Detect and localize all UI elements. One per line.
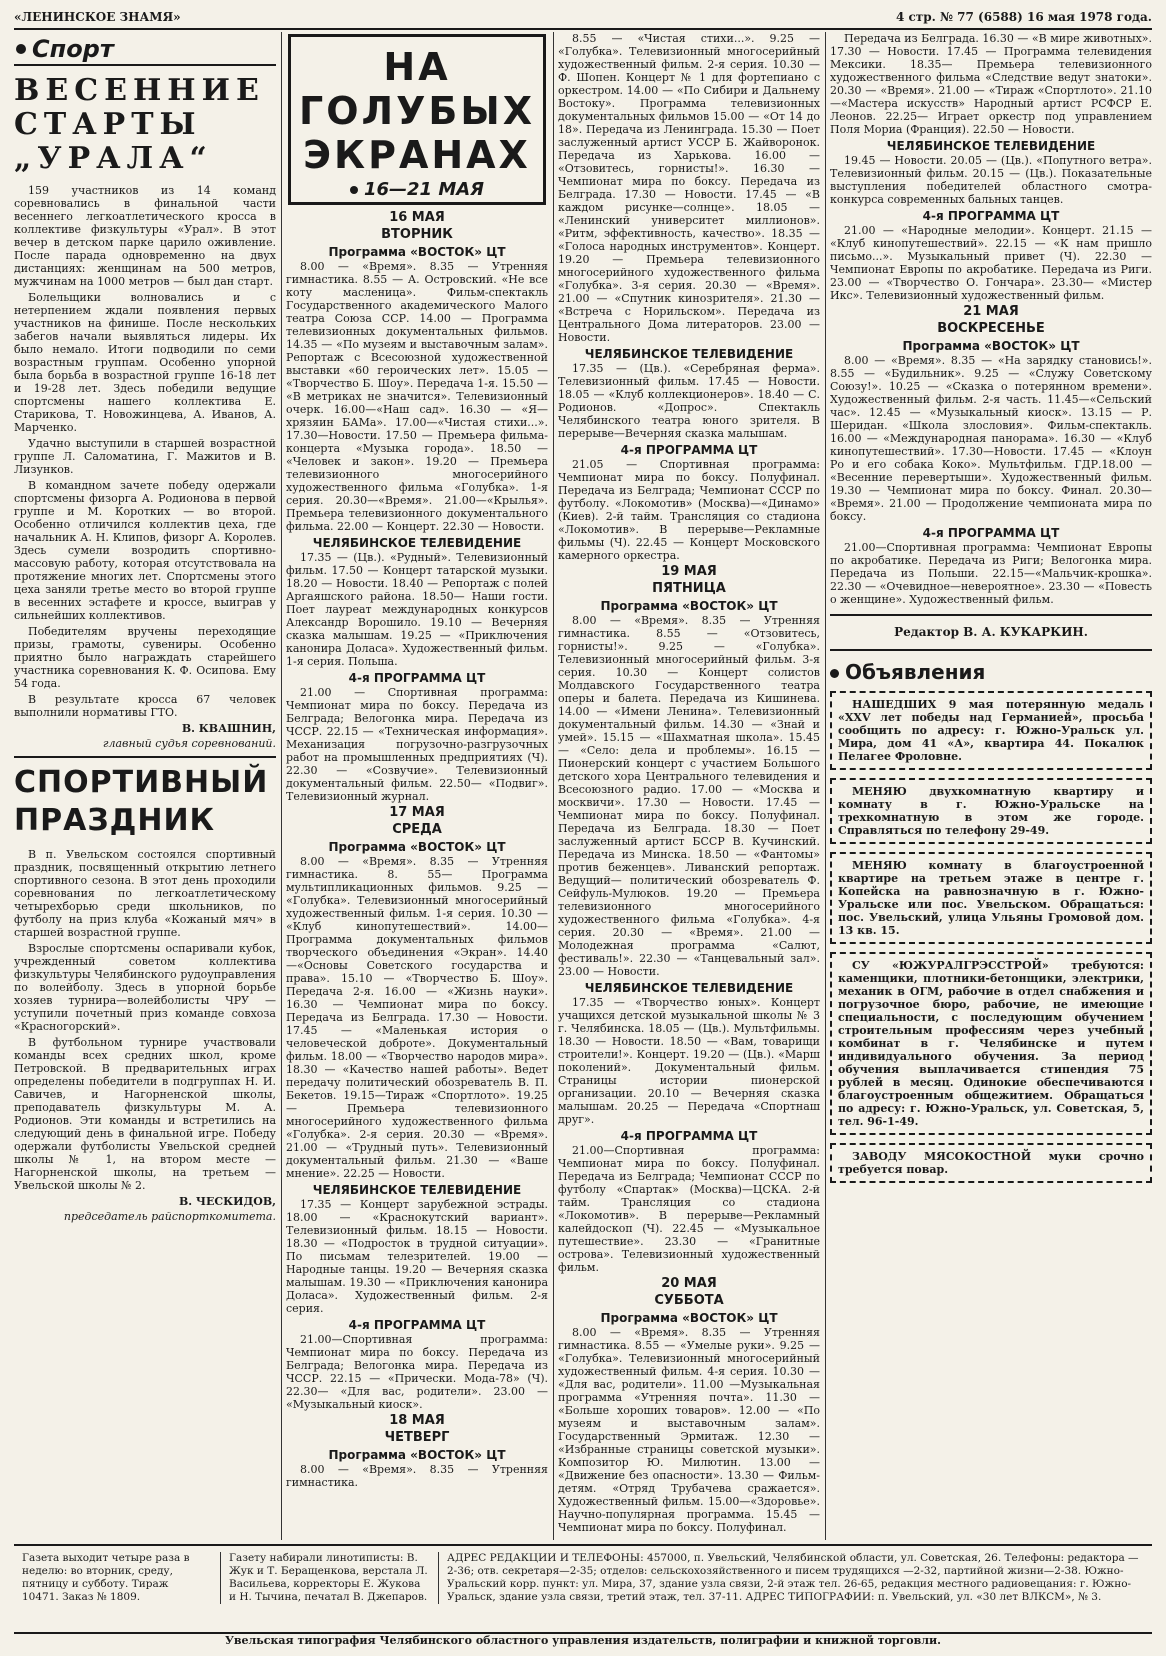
- tv-column-2: [558, 32, 820, 1540]
- column-rule: [553, 32, 554, 1540]
- banner-dates-label: 16—21 МАЯ: [363, 179, 485, 200]
- article1-title: ВЕСЕННИЕ СТАРТЫ „УРАЛА“: [14, 73, 265, 176]
- programme-listing: 8.00 — «Время». 8.35 — Утренняя гимнастика. 8.55 — «Отзовитесь, горнисты!». 9.25 — «Голубка». Телевизионный многосерийный фильм. 3-я серия. 10.30 — Концерт солистов Молдавского Государственного театра оперы и балета. Передача из Кишинева. 14.00 — «Имени Ленина». Телевизионный документальный фильм. 14.30 — «Знай и умей». 15.15 — «Шахматная школа». 15.45 — «Село: дела и проблемы». 16.15 — Пионерский концерт с участием Большого детского хора Центрального телевидения и Всесоюзного радио. 17.00 — «Москва и москвичи». 17.30 — Новости. 17.45 — Чемпионат мира по боксу. Полуфинал. Передача из Белграда. 18.30 — Поет заслуженный артист БССР В. Кучинский. Передача из Минска. 18.50 — «Фантомы» против беженцев». Ливанский репортаж. Ведущий— политический обозреватель Ф. Сейфуль-Мулюков. 19.20 — Премьера телевизионного многосерийного художественного фильма «Голубка». 4-я серия. 20.30 — «Время». 21.00 — Молодежная программа «Салют, фестиваль!». 22.30 — «Танцевальный зал». 23.00 — Новости.: [558, 614, 820, 978]
- channel-heading: ЧЕЛЯБИНСКОЕ ТЕЛЕВИДЕНИЕ: [584, 981, 794, 995]
- programme-listing: 17.35 — «Творчество юных». Концерт учащихся детской музыкальной школы № 3 г. Челябинска. 18.05 — (Цв.). Мультфильмы. 18.30 — Новости. 18.50 — «Вам, товарищи строители!». Концерт. 19.20 — (Цв.). «Марш поколений». Документальный фильм. Страницы истории пионерской организации. 20.10 — Вечерняя сказка малышам. 20.25 — Передача «Спортнаш друг».: [558, 996, 820, 1126]
- article-divider: [14, 756, 276, 758]
- programme-listing: 8.00 — «Время». 8.35 — Утренняя гимнастика. 8.55 — «Умелые руки». 9.25 — «Голубка». Телевизионный многосерийный художественный фильм. 4-я серия. 10.30 — «Для вас, родители». 11.00 —Музыкальная программа «Утренняя почта». 11.30 — «Больше хороших товаров». 12.00 — «По музеям и выставочным залам». Государственный Эрмитаж. 12.30 — «Избранные страницы советской музыки». Композитор Ю. Милютин. 13.00 — «Движение без опасности». 13.30 — Фильм-детям. «Отряд Трубачева сражается». Художественный фильм. 15.00—«Здоровье». Научно-популярная программа. 15.45 — Чемпионат мира по боксу. Полуфинал.: [558, 1326, 820, 1534]
- column-rule: [281, 32, 282, 1540]
- programme-listing: 21.00—Спортивная программа: Чемпионат мира по боксу. Полуфинал. Передача из Белграда; Чемпионат СССР по футболу «Спартак» (Москва)—ЦСКА. 2-й тайм. Трансляция со стадиона «Локомотив». В перерыве—Рекламный калейдоскоп (Ч). 22.45 — «Музыкальное путешествие». 23.30 — «Гранитные острова». Телевизионный художественный фильм.: [558, 1144, 820, 1274]
- programme-listing: 21.05 — Спортивная программа: Чемпионат мира по боксу. Полуфинал. Передача из Белграда; Чемпионат СССР по футболу. «Локомотив» (Москва)—«Динамо» (Киев). 2-й тайм. Трансляция со стадиона «Локомотив». В перерыве—Рекламные фильмы (Ч). 22.45 — Концерт Московского камерного оркестра.: [558, 458, 820, 562]
- channel-heading: ЧЕЛЯБИНСКОЕ ТЕЛЕВИДЕНИЕ: [312, 1183, 522, 1197]
- paragraph: Победителям вручены переходящие призы, грамоты, сувениры. Особенно приятно было награждать старейшего участника соревнования К. Ф. Осипова. Ему 54 года.: [14, 625, 276, 690]
- programme-listing: 17.35 — (Цв.). «Рудный». Телевизионный фильм. 17.50 — Концерт татарской музыки. 18.20 — Новости. 18.40 — Репортаж с полей Аргаяшского района. 18.50— Наши гости. Поет лауреат международных конкурсов Александр Ворошило. 19.10 — Вечерняя сказка малышам. 19.25 — «Приключения канонира Доласа». Художественный фильм. 1-я серия. Польша.: [286, 551, 548, 668]
- classified-ad: [830, 778, 1152, 844]
- programme-listing: 17.35 — Концерт зарубежной эстрады. 18.00 — «Краснокутский вариант». Телевизионный фильм. 18.15 — Новости. 18.30 — «Подросток в трудной ситуации». По письмам телезрителей. 19.00 — Народные танцы. 19.20 — Вечерняя сказка малышам. 19.30 — «Приключения канонира Доласа». Художественный фильм. 2-я серия.: [286, 1198, 548, 1315]
- paragraph: В результате кросса 67 человек выполнили нормативы ГТО.: [14, 693, 276, 719]
- programme-listing: 8.00 — «Время». 8.35 — Утренняя гимнастика. 8.55 — А. Островский. «Не все коту масленица». Фильм-спектакль Государственного академического Малого театра Союза ССР. 14.00 — Программа телевизионных документальных фильмов. 14.35 — «По музеям и выставочным залам». Репортаж с Всесоюзной художественной выставки «60 героических лет». 15.05 — «Творчество Б. Шоу». Передача 1-я. 15.50 — «В метриках не значится». Телевизионный очерк. 16.00—«Наш сад». 16.30 — «Я—хрязяин БАМа». 17.00—«Чистая стихи...». 17.30—Новости. 17.50 — Премьера фильма-концерта «Музыка города». 18.50 — «Человек и закон». 19.20 — Премьера телевизионного многосерийного художественного фильма «Голубка». 1-я серия. 20.30—«Время». 21.00—«Крылья». Премьера телевизионного документального фильма. 22.00 — Концерт. 22.30 — Новости.: [286, 260, 548, 533]
- tv-listing-col2: [286, 211, 548, 1489]
- masthead-right: 4 стр. № 77 (6588) 16 мая 1978 года.: [895, 10, 1152, 24]
- day-heading: ВОСКРЕСЕНЬЕ: [937, 321, 1045, 336]
- channel-heading: 4-я ПРОГРАММА ЦТ: [620, 443, 758, 457]
- channel-heading: 4-я ПРОГРАММА ЦТ: [620, 1129, 758, 1143]
- day-heading: ЧЕТВЕРГ: [384, 1430, 450, 1445]
- tv-listing-col4: [830, 32, 1152, 606]
- programme-listing: Передача из Белграда. 16.30 — «В мире животных». 17.30 — Новости. 17.45 — Программа телевидения Мексики. 18.35— Премьера телевизионного художественного фильма «Следствие ведут знатоки». 20.30 — «Время». 21.00 — «Тираж «Спортлото». 21.10—«Мастера искусств» Народный артист РСФСР Е. Леонов. 22.25— Играет оркестр под управлением Поля Мориа (Франция). 22.50 — Новости.: [830, 32, 1152, 136]
- ads-title: [830, 659, 1152, 685]
- programme-heading: Программа «ВОСТОК» ЦТ: [328, 1448, 506, 1462]
- paragraph: В п. Увельском состоялся спортивный праздник, посвященный открытию летнего спортивного сезона. В этот день проходили соревнования по легкоатлетическому четырехборью среди школьников, по футболу на приз клуба «Кожаный мяч» в старшей возрастной группе.: [14, 848, 276, 939]
- banner-title-line2: ГОЛУБЫХ: [298, 89, 535, 133]
- editor-line: Редактор В. А. КУКАРКИН.: [830, 614, 1152, 651]
- programme-listing: 8.00 — «Время». 8.35 — «На зарядку становись!». 8.55 — «Будильник». 9.25 — «Служу Советскому Союзу!». 10.25 — «Сказка о потерянном времени». Художественный фильм. 2-я часть. 11.45—«Сельский час». 12.45 — «Музыкальный киоск». 13.15 — Р. Шеридан. «Школа злословия». Фильм-спектакль. 16.00 — «Международная панорама». 16.30 — «Клуб кинопутешествий». 17.30—Новости. 17.45 — «Клоун Ро и его собака Коко». Мультфильм. ГДР.18.00 — «Весенние перевертыши». Художественный фильм. 19.30 — Чемпионат мира по боксу. Финал. 20.30— «Время». 21.00 — Продолжение чемпионата мира по боксу.: [830, 354, 1152, 523]
- programme-listing: 8.00 — «Время». 8.35 — Утренняя гимнастика.: [286, 1463, 548, 1489]
- newspaper-page: [14, 8, 1152, 1648]
- classified-ad: [830, 852, 1152, 944]
- channel-heading: 4-я ПРОГРАММА ЦТ: [348, 671, 486, 685]
- footer-address: АДРЕС РЕДАКЦИИ И ТЕЛЕФОНЫ: 457000, п. Увельский, Челябинской области, ул. Советская, 26. Телефоны: редактора — 2-36; отв. секретаря—2-35; отделов: сельскохозяйственного и писем трудящихся —2-32, партийной жизни—2-38. Южно-Уральский корр. пункт: ул. Мира, 37, здание узла связи, 2-й этаж тел. 26-65, редакция местного радиовещания: г. Южно-Уральск, здание узла связи, третий этаж, тел. 37-11. АДРЕС ТИПОГРАФИИ: п. Увельский, ул. «30 лет ВЛКСМ», № 3.: [438, 1552, 1147, 1604]
- programme-listing: 21.00—Спортивная программа: Чемпионат мира по боксу. Передача из Белграда; Велогонка мира. Передача из ЧССР. 22.15 — «Прически. Мода-78» (Ч). 22.30— «Для вас, родители». 23.00 — «Музыкальный киоск».: [286, 1333, 548, 1411]
- column-rule: [825, 32, 826, 1540]
- footer: [14, 1544, 1152, 1634]
- programme-heading: Программа «ВОСТОК» ЦТ: [328, 840, 506, 854]
- paragraph: Болельщики волновались и с нетерпением ждали появления первых участников на финише. После нескольких забегов начали выявляться лидеры. Их было немало. Итоги подводили по семи возрастным группам. Особенно упорной была борьба в возрастной группе 16-18 лет и 19-28 лет. Здесь победили ведущие спортсмены нашего коллектива Е. Стариковa, Т. Новожинцева, А. Иванов, А. Марченко.: [14, 291, 276, 434]
- classified-ad: [830, 691, 1152, 770]
- tv-listing-col3: [558, 32, 820, 1534]
- day-heading: 16 МАЯ: [389, 210, 445, 225]
- channel-heading: ЧЕЛЯБИНСКОЕ ТЕЛЕВИДЕНИЕ: [886, 139, 1096, 153]
- channel-heading: ЧЕЛЯБИНСКОЕ ТЕЛЕВИДЕНИЕ: [584, 347, 794, 361]
- day-heading: 21 МАЯ: [963, 304, 1019, 319]
- classified-ad: [830, 1143, 1152, 1183]
- programme-heading: Программа «ВОСТОК» ЦТ: [328, 245, 506, 259]
- printing-house: Увельская типография Челябинского областного управления издательств, полиграфии и книжной торговли.: [224, 1634, 942, 1647]
- bullet-icon: [350, 186, 358, 194]
- programme-listing: 21.00 — «Народные мелодии». Концерт. 21.15 — «Клуб кинопутешествий». 22.15 — «К нам пришло письмо...». Музыкальный привет (Ч). 22.30 — Чемпионат Европы по акробатике. Передача из Риги. 23.00 — «Творчество О. Гончара». 23.30— «Мистер Икс». Телевизионный художественный фильм.: [830, 224, 1152, 302]
- article1-position: главный судья соревнований.: [102, 737, 276, 750]
- article2-position: председатель райспорткомитета.: [63, 1210, 276, 1223]
- programme-listing: 8.00 — «Время». 8.35 — Утренняя гимнастика. 8. 55— Программа мультипликационных фильмов. 9.25 — «Голубка». Телевизионный многосерийный художественный фильм. 1-я серия. 10.30 — «Клуб кинопутешествий». 14.00—Программа документальных фильмов творческого объединения «Экран». 14.40—«Основы Советского государства и права». 15.10 — «Творчество Б. Шоу». Передача 2-я. 16.00 — «Жизнь науки». 16.30 — Чемпионат мира по боксу. Передача из Белграда. 17.30 — Новости. 17.45 — «Маленькая история о человеческой доброте». Документальный фильм. 18.00 — «Творчество народов мира». 18.30 — «Качество нашей работы». Ведет передачу политический обозреватель В. П. Бекетов. 19.15—Тираж «Спортлото». 19.25 — Премьера телевизионного многосерийного художественного фильма «Голубка». 2-я серия. 20.30 — «Время». 21.00 — «Трудный путь». Телевизионный документальный фильм. 21.30 — «Ваше мнение». 22.25 — Новости.: [286, 855, 548, 1180]
- masthead-left: «ЛЕНИНСКОЕ ЗНАМЯ»: [14, 10, 181, 24]
- programme-heading: Программа «ВОСТОК» ЦТ: [600, 1311, 778, 1325]
- programme-listing: 19.45 — Новости. 20.05 — (Цв.). «Попутного ветра». Телевизионный фильм. 20.15 — (Цв.). Показательные выступления победителей областного смотра-конкурса современных бальных танцев.: [830, 154, 1152, 206]
- programme-heading: Программа «ВОСТОК» ЦТ: [902, 339, 1080, 353]
- day-heading: 19 МАЯ: [661, 564, 717, 579]
- article2-body: [14, 848, 276, 1192]
- day-heading: 18 МАЯ: [389, 1413, 445, 1428]
- day-heading: ПЯТНИЦА: [652, 581, 726, 596]
- article2-title: СПОРТИВНЫЙ ПРАЗДНИК: [14, 765, 269, 838]
- programme-listing: 17.35 — (Цв.). «Серебряная ферма». Телевизионный фильм. 17.45 — Новости. 18.05 — «Клуб коллекционеров». 18.40 — С. Родионов. «Допрос». Спектакль Челябинского театра юного зрителя. В перерыве—Вечерняя сказка малышам.: [558, 362, 820, 440]
- article2-signature: В. ЧЕСКИДОВ,: [178, 1195, 276, 1208]
- day-heading: 17 МАЯ: [389, 805, 445, 820]
- day-heading: СУББОТА: [654, 1293, 724, 1308]
- programme-listing: 8.55 — «Чистая стихи...». 9.25 — «Голубка». Телевизионный многосерийный художественный фильм. 2-я серия. 10.30 —Ф. Шопен. Концерт № 1 для фортепиано с оркестром. 14.00 — «По Сибири и Дальнему Востоку». Программа телевизионных документальных фильмов 15.00 — «От 14 до 18». Передача из Ленинграда. 15.30 — Поет заслуженный артист УССР Б. Жайворонок. Передача из Харькова. 16.00 — «Отзовитесь, горнисты!». 16.30 — Чемпионат мира по боксу. Передача из Белграда. 17.30 — Новости. 17.45 — «В каждом рисунке—солнце». 18.05 — «Ленинский университет миллионов». «Ритм, эффективность, качество». 18.35 — «Голоса народных инструментов». Концерт. 19.20 — Премьера телевизионного многосерийного художественного фильма «Голубка». 3-я серия. 20.30 — «Время». 21.00 — «Спутник кинозрителя». 21.30 — «Встреча с Норильском». Передача из Центрального Дома литераторов. 23.00 — Новости.: [558, 32, 820, 344]
- masthead: [14, 8, 1152, 30]
- paragraph: Взрослые спортсмены оспаривали кубок, учрежденный советом коллектива физкультуры Челябинского рудоуправления по волейболу. Здесь в упорной борьбе хозяев турнира—волейболисты ЧРУ — уступили почетный приз команде совхоза «Красногорский».: [14, 942, 276, 1033]
- bullet-icon: [16, 44, 26, 54]
- ads-list: [830, 691, 1152, 1183]
- tv-column-3: [830, 32, 1152, 1540]
- article1-body: [14, 184, 276, 719]
- ad-text: СУ «ЮЖУРАЛГРЭССТРОЙ» требуются: каменщики, плотники-бетонщики, электрики, механик в ОГМ, рабочие в отдел снабжения и погрузочное бюро, рабочие, не имеющие специальности, с последующим обучением строительным профессиям через учебный комбинат в г. Челябинске и путем индивидуального обучения. За период обучения выплачивается стипендия 75 рублей в месяц. Одинокие обеспечиваются благоустроенным общежитием. Обращаться по адресу: г. Южно-Уральск, ул. Советская, 5, тел. 96-1-49.: [838, 959, 1144, 1128]
- ads-title-label: Объявления: [845, 660, 986, 684]
- day-heading: ВТОРНИК: [381, 227, 453, 242]
- paragraph: Удачно выступили в старшей возрастной группе Л. Саломатина, Г. Мажитов и В. Лизунков.: [14, 437, 276, 476]
- banner-dates: [297, 179, 537, 200]
- programme-listing: 21.00 — Спортивная программа: Чемпионат мира по боксу. Передача из Белграда; Велогонка мира. Передача из ЧССР. 22.15 — «Техническая информация». Механизация погрузочно-разгрузочных работ на промышленных предприятиях (Ч). 22.30 — «Созвучие». Телевизионный документальный фильм. 22.50— «Подвиг». Телевизионный журнал.: [286, 686, 548, 803]
- article1-signature: В. КВАШНИН,: [181, 722, 276, 735]
- paragraph: В командном зачете победу одержали спортсмены физорга А. Родионова в первой группе и М. Коротких — во второй. Особенно отличился коллектив цеха, где начальник А. Н. Клипов, физорг А. Королев. Здесь сумели возродить спортивно-массовую работу, которая отсутствовала на протяжение многих лет. Спортсмены этого цеха заняли третье место во второй группе в весенних эстафете и кроссе, выиграв у сильнейших коллективов.: [14, 479, 276, 622]
- day-heading: СРЕДА: [392, 822, 442, 837]
- ad-text: НАШЕДШИХ 9 мая потерянную медаль «XXV лет победы над Германией», просьба сообщить по адресу: г. Южно-Уральск ул. Мира, дом 41 «А», квартира 44. Покалюк Пелагее Фроловне.: [838, 698, 1144, 763]
- programme-heading: Программа «ВОСТОК» ЦТ: [600, 599, 778, 613]
- ad-text: ЗАВОДУ МЯСОКОСТНОЙ муки срочно требуется повар.: [838, 1150, 1144, 1176]
- footer-schedule: Газета выходит четыре раза в неделю: во вторник, среду, пятницу и субботу. Тираж 10471. Заказ № 1809.: [22, 1552, 190, 1603]
- ad-text: МЕНЯЮ комнату в благоустроенной квартире на третьем этаже в центре г. Копейска на равнозначную в г. Южно-Уральске или пос. Увельском. Обращаться: пос. Увельский, улица Ульяны Громовой дом. 13 кв. 15.: [838, 859, 1144, 937]
- banner-title-line1: НА: [383, 45, 451, 89]
- programme-listing: 21.00—Спортивная программа: Чемпионат Европы по акробатике. Передача из Риги; Велогонка мира. Передача из Польши. 22.15—«Мальчик-крошка». 22.30 — «Очевидное—невероятное». 23.30 — «Повесть о женщине». Художественный фильм.: [830, 541, 1152, 606]
- footer-staff: Газету набирали линотиписты: В. Жук и Т. Беращенкова, верстала Л. Васильева, корректоры Е. Жукова и Н. Тычина, печатал В. Джепаров.: [220, 1552, 429, 1604]
- sport-section-tag: [14, 34, 276, 66]
- bullet-icon: [830, 669, 839, 678]
- tv-banner: [288, 34, 546, 205]
- banner-title-line3: ЭКРАНАХ: [303, 133, 531, 177]
- sport-tag-label: Спорт: [32, 35, 114, 63]
- paragraph: В футбольном турнире участвовали команды всех средних школ, кроме Петровской. В предварительных играх определены победители в подгруппах Н. И. Савичев, и Нагорненской школы, преподаватель физкультуры М. А. Родионов. Эти команды и встретились на следующий день в финальной игре. Победу одержали футболисты Увельской средней школы № 1, на втором месте — Нагорненской школы, на третьем — Увельской школы № 2.: [14, 1036, 276, 1192]
- day-heading: 20 МАЯ: [661, 1276, 717, 1291]
- sport-column: [14, 32, 276, 1540]
- ad-text: МЕНЯЮ двухкомнатную квартиру и комнату в г. Южно-Уральске на трехкомнатную в этом же городе. Справляться по телефону 29-49.: [838, 785, 1144, 837]
- channel-heading: 4-я ПРОГРАММА ЦТ: [348, 1318, 486, 1332]
- paragraph: 159 участников из 14 команд соревновались в финальной части весеннего легкоатлетического кросса в коллективе физкультуры «Урал». В этот вечер в детском парке царило оживление. После парада одновременно на двух дистанциях: женщинам на 500 метров, мужчинам на 1000 метров — был дан старт.: [14, 184, 276, 288]
- tv-column-1: [286, 32, 548, 1540]
- classified-ad: [830, 952, 1152, 1135]
- channel-heading: 4-я ПРОГРАММА ЦТ: [922, 209, 1060, 223]
- channel-heading: ЧЕЛЯБИНСКОЕ ТЕЛЕВИДЕНИЕ: [312, 536, 522, 550]
- channel-heading: 4-я ПРОГРАММА ЦТ: [922, 526, 1060, 540]
